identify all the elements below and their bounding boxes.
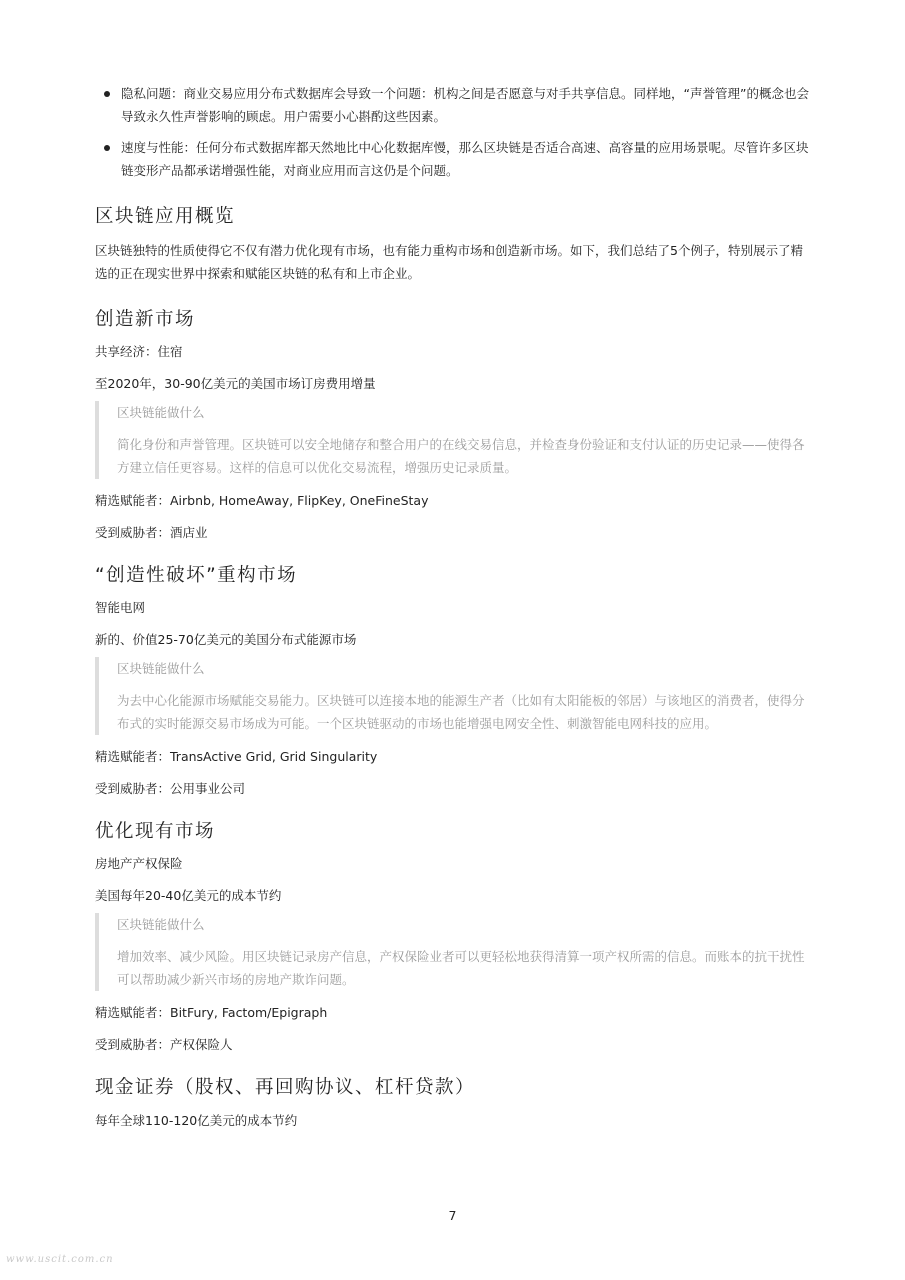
quote-title: 区块链能做什么: [117, 917, 205, 932]
blockquote: [95, 913, 810, 991]
blockquote: [95, 657, 810, 735]
topic-label: 智能电网: [95, 600, 146, 615]
list-item: 隐私问题：商业交易应用分布式数据库会导致一个问题：机构之间是否愿意与对手共享信息。同样地，“声誉管理”的概念也会导致永久性声誉影响的顾虑。用户需要小心斟酌这些因素。: [95, 82, 810, 128]
enablers: 精选赋能者：TransActive Grid, Grid Singularity: [95, 749, 378, 764]
quote-body: 为去中心化能源市场赋能交易能力。区块链可以连接本地的能源生产者（比如有太阳能板的邻居）与该地区的消费者，使得分布式的实时能源交易市场成为可能。一个区块链驱动的市场也能增强电网安全性、刺激智能电网科技的应用。: [117, 693, 805, 731]
topic-label: 共享经济：住宿: [95, 344, 183, 359]
enablers: 精选赋能者：BitFury, Factom/Epigraph: [95, 1005, 328, 1020]
topic-label: 房地产产权保险: [95, 856, 183, 871]
section-heading: 创造新市场: [95, 309, 196, 330]
section-heading: 优化现有市场: [95, 821, 216, 842]
page-number: 7: [448, 1208, 457, 1223]
quote-body: 简化身份和声誉管理。区块链可以安全地储存和整合用户的在线交易信息，并检查身份验证和支付认证的历史记录——使得各方建立信任更容易。这样的信息可以优化交易流程，增强历史记录质量。: [117, 437, 805, 475]
threatened: 受到威胁者：产权保险人: [95, 1037, 233, 1052]
quote-title: 区块链能做什么: [117, 405, 205, 420]
market-value: 新的、价值25-70亿美元的美国分布式能源市场: [95, 632, 357, 647]
section-heading: 现金证券（股权、再回购协议、杠杆贷款）: [95, 1077, 476, 1098]
watermark: www.uscit.com.cn: [6, 1254, 114, 1265]
market-value: 每年全球110-120亿美元的成本节约: [95, 1113, 298, 1128]
market-value: 美国每年20-40亿美元的成本节约: [95, 888, 282, 903]
paragraph: 区块链独特的性质使得它不仅有潜力优化现有市场，也有能力重构市场和创造新市场。如下，我们总结了5个例子，特别展示了精选的正在现实世界中探索和赋能区块链的私有和上市企业。: [95, 243, 803, 281]
threatened: 受到威胁者：公用事业公司: [95, 781, 246, 796]
quote-body: 增加效率、减少风险。用区块链记录房产信息，产权保险业者可以更轻松地获得清算一项产权所需的信息。而账本的抗干扰性可以帮助减少新兴市场的房地产欺诈问题。: [117, 949, 805, 987]
market-value: 至2020年，30-90亿美元的美国市场订房费用增量: [95, 376, 376, 391]
section-heading: 区块链应用概览: [95, 206, 236, 227]
list-item: 速度与性能：任何分布式数据库都天然地比中心化数据库慢，那么区块链是否适合高速、高容量的应用场景呢。尽管许多区块链变形产品都承诺增强性能，对商业应用而言这仍是个问题。: [95, 136, 810, 182]
document-body: [95, 82, 810, 1132]
enablers: 精选赋能者：Airbnb, HomeAway, FlipKey, OneFineStay: [95, 493, 429, 508]
section-heading: “创造性破坏”重构市场: [95, 565, 298, 586]
quote-title: 区块链能做什么: [117, 661, 205, 676]
blockquote: [95, 401, 810, 479]
bullet-list: [95, 82, 810, 182]
threatened: 受到威胁者：酒店业: [95, 525, 208, 540]
